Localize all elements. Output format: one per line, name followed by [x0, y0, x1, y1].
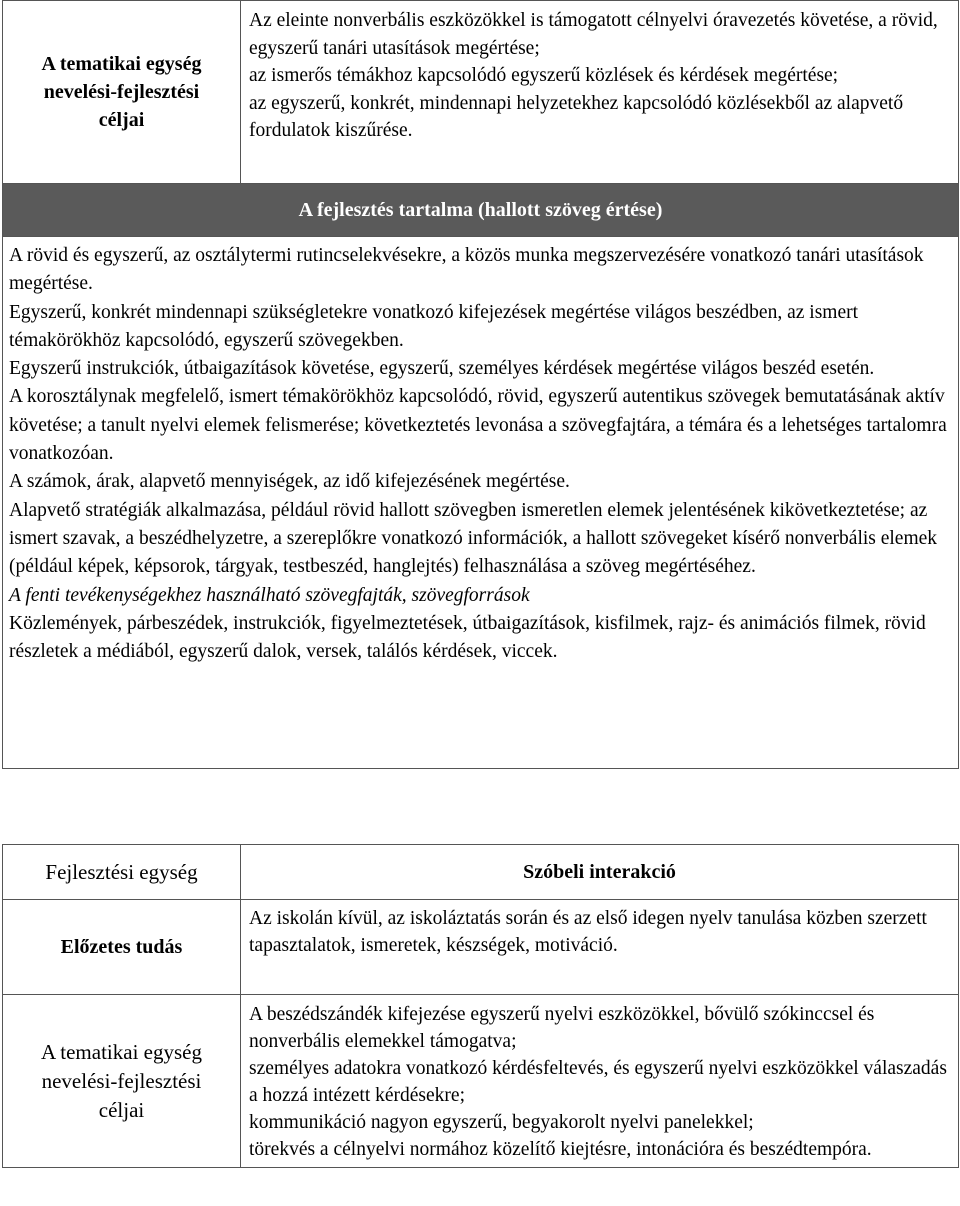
- content-paragraph: Egyszerű instrukciók, útbaigazítások követése, egyszerű, személyes kérdések megértése világos beszéd esetén.: [9, 358, 875, 380]
- unit-label: Fejlesztési egység: [45, 860, 198, 884]
- content-cell: [3, 237, 959, 769]
- goals-text-cell: [241, 1, 959, 184]
- unit-title: Szóbeli interakció: [523, 860, 676, 883]
- content-header: A fejlesztés tartalma (hallott szöveg értése): [3, 184, 959, 237]
- goals-label-line: A tematikai egység: [41, 53, 202, 75]
- goal-item: Az eleinte nonverbális eszközökkel is támogatott célnyelvi óravezetés követése, a rövid, egyszerű tanári utasítások megértése;: [249, 10, 938, 59]
- content-paragraph: Egyszerű, konkrét mindennapi szükségletekre vonatkozó kifejezések megértése világos beszédben, az ismert témakörökhöz kapcsolódó, egyszerű szövegekben.: [9, 301, 859, 351]
- goal2-item: törekvés a célnyelvi normához közelítő kiejtésre, intonációra és beszédtempóra.: [249, 1139, 872, 1160]
- prior-knowledge-label: Előzetes tudás: [60, 936, 183, 958]
- goals2-label-line: nevelési-fejlesztési: [41, 1068, 202, 1093]
- prior-knowledge-text: Az iskolán kívül, az iskoláztatás során és az első idegen nyelv tanulása közben szerzett tapasztalatok, ismeretek, készségek, motiváció.: [249, 908, 927, 956]
- goals-label-line: nevelési-fejlesztési: [43, 81, 200, 103]
- unit-title-cell: [241, 845, 959, 900]
- content-paragraph: A korosztálynak megfelelő, ismert témakörökhöz kapcsolódó, rövid, egyszerű autentikus szövegek bemutatásának aktív követése; a tanult nyelvi elemek felismerése; következtetés levonása a szövegfajtára, a témára és a lehetséges tartalomra vonatkozóan.: [9, 386, 947, 465]
- goals2-label-cell: [3, 995, 241, 1168]
- content-row: [3, 237, 959, 769]
- goals2-label-line: A tematikai egység: [41, 1039, 202, 1064]
- goal2-item: személyes adatokra vonatkozó kérdésfeltevés, és egyszerű nyelvi eszközökkel válaszadás a hozzá intézett kérdésekre;: [249, 1058, 947, 1106]
- goals2-label-line: céljai: [98, 1097, 145, 1122]
- goals2-text-cell: [241, 995, 959, 1168]
- goals-label-cell: [3, 1, 241, 184]
- goal2-item: A beszédszándék kifejezése egyszerű nyelvi eszközökkel, bővülő szókinccsel és nonverbális elemekkel támogatva;: [249, 1004, 875, 1052]
- content-paragraph: A számok, árak, alapvető mennyiségek, az idő kifejezésének megértése.: [9, 471, 570, 493]
- goals-label-line: céljai: [98, 109, 145, 131]
- goals2-row: [3, 995, 959, 1168]
- content-paragraph: A rövid és egyszerű, az osztálytermi rutincselekvésekre, a közös munka megszervezésére vonatkozó tanári utasítások megértése.: [9, 245, 924, 295]
- unit-row: [3, 845, 959, 900]
- text-types-paragraph: Közlemények, párbeszédek, instrukciók, figyelmeztetések, útbaigazítások, kisfilmek, rajz- és animációs filmek, rövid részletek a médiából, egyszerű dalok, versek, találós kérdések, viccek.: [9, 612, 926, 663]
- prior-knowledge-row: [3, 900, 959, 995]
- goal-item: az ismerős témákhoz kapcsolódó egyszerű közlések és kérdések megértése;: [249, 65, 839, 86]
- prior-knowledge-label-cell: [3, 900, 241, 995]
- interaction-table: [2, 844, 959, 1168]
- unit-label-cell: [3, 845, 241, 900]
- goal-item: az egyszerű, konkrét, mindennapi helyzetekhez kapcsolódó közlésekből az alapvető fordulatok kiszűrése.: [249, 92, 904, 141]
- content-header-row: [3, 184, 959, 237]
- goals-row: [3, 1, 959, 184]
- content-paragraph: Alapvető stratégiák alkalmazása, például rövid hallott szövegben ismeretlen elemek jelentésének kikövetkeztetése; az ismert szavak, a beszédhelyzetre, a szereplőkre vonatkozó információk, a hallott szövegeket kísérő nonverbális elemek (például képek, képsorok, tárgyak, testbeszéd, hanglejtés) felhasználása a szöveg megértéséhez.: [9, 499, 938, 578]
- development-table: [2, 0, 959, 769]
- goal2-item: kommunikáció nagyon egyszerű, begyakorolt nyelvi panelekkel;: [249, 1112, 754, 1133]
- text-types-subheading: A fenti tevékenységekhez használható szövegfajták, szövegforrások: [9, 584, 530, 606]
- prior-knowledge-text-cell: [241, 900, 959, 995]
